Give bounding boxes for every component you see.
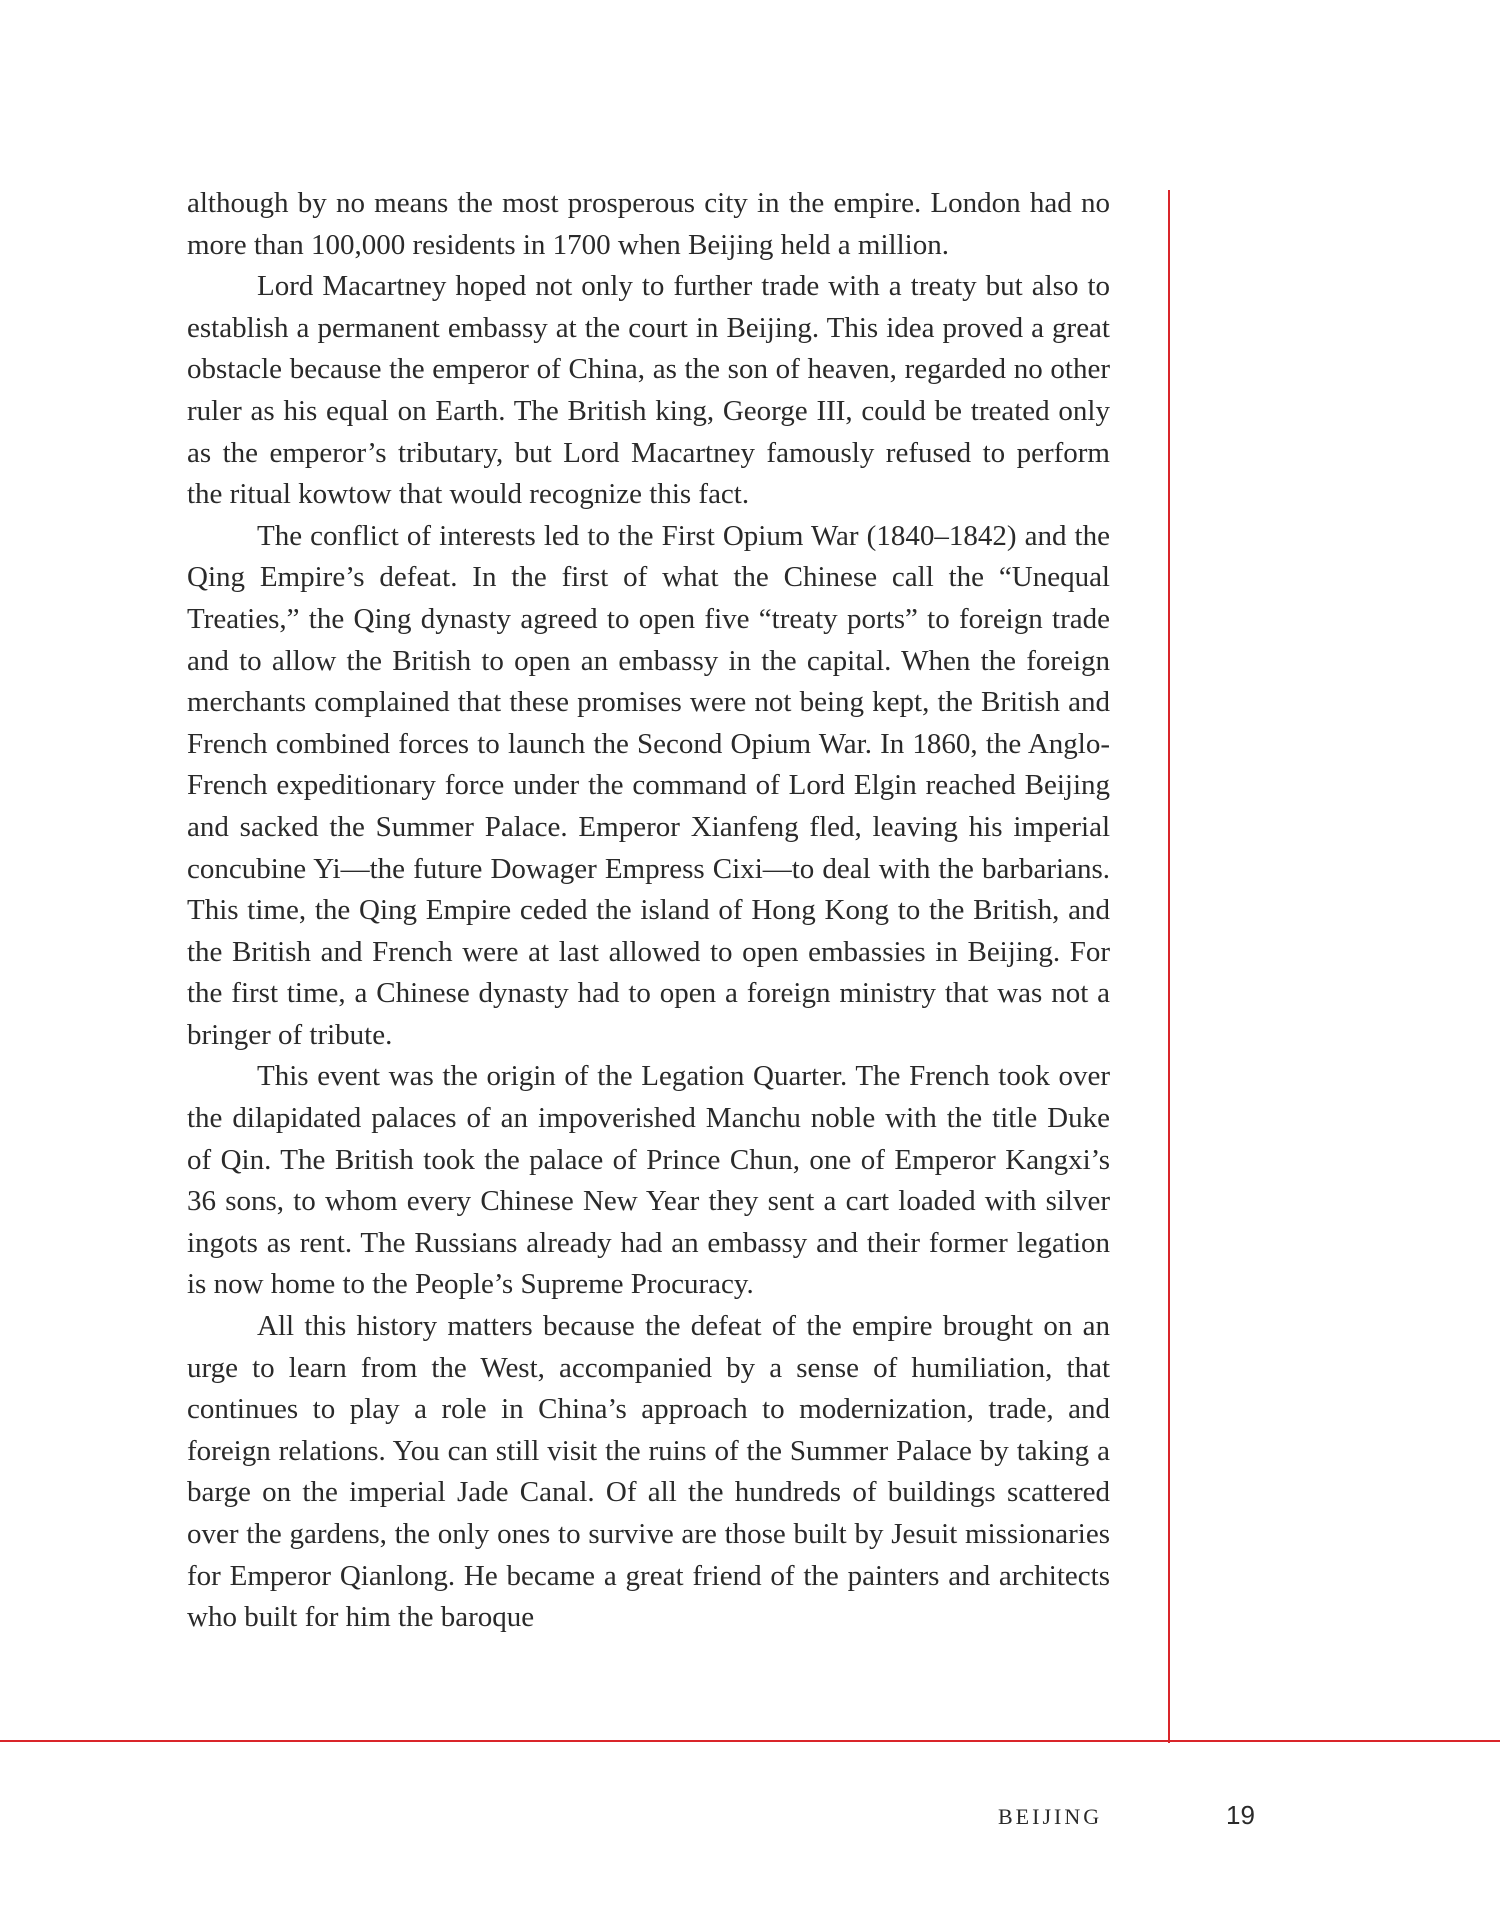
running-head: BEIJING	[998, 1804, 1103, 1829]
paragraph-4: This event was the origin of the Legation Quarter. The French took over the dilapidated palaces of an impoverished Manchu noble with the title Duke of Qin. The British took the palace of Prince Chun, one of Emperor Kangxi’s 36 sons, to whom every Chinese New Year they sent a cart loaded with silver ingots as rent. The Russians already had an embassy and their former legation is now home to the People’s Supreme Procuracy.	[187, 1060, 1110, 1301]
paragraph-1: although by no means the most prosperous city in the empire. London had no more than 100,000 residents in 1700 when Beijing held a million.	[187, 187, 1110, 261]
margin-rule-vertical	[1168, 190, 1170, 1743]
paragraph-5: All this history matters because the defeat of the empire brought on an urge to learn from the West, accompanied by a sense of humiliation, that continues to play a role in China’s approach to modernization, trade, and foreign relations. You can still visit the ruins of the Summer Palace by taking a barge on the imperial Jade Canal. Of all the hundreds of buildings scattered over the gardens, the only ones to survive are those built by Jesuit missionaries for Emperor Qianlong. He became a great friend of the painters and architects who built for him the baroque	[187, 1310, 1110, 1634]
page-number: 19	[1226, 1800, 1255, 1830]
body-text	[187, 183, 1110, 1639]
paragraph-2: Lord Macartney hoped not only to further trade with a treaty but also to establish a permanent embassy at the court in Beijing. This idea proved a great obstacle because the emperor of China, as the son of heaven, regarded no other ruler as his equal on Earth. The British king, George III, could be treated only as the emperor’s tributary, but Lord Macartney famously refused to perform the ritual kowtow that would recognize this fact.	[187, 270, 1110, 511]
paragraph-3: The conflict of interests led to the First Opium War (1840–1842) and the Qing Empire’s defeat. In the first of what the Chinese call the “Unequal Treaties,” the Qing dynasty agreed to open five “treaty ports” to foreign trade and to allow the British to open an embassy in the capital. When the foreign merchants complained that these promises were not being kept, the British and French combined forces to launch the Second Opium War. In 1860, the Anglo-French expeditionary force under the command of Lord Elgin reached Beijing and sacked the Summer Palace. Emperor Xianfeng fled, leaving his imperial concubine Yi—the future Dowager Empress Cixi—to deal with the barbarians. This time, the Qing Empire ceded the island of Hong Kong to the British, and the British and French were at last allowed to open embassies in Beijing. For the first time, a Chinese dynasty had to open a foreign ministry that was not a bringer of tribute.	[187, 519, 1110, 1051]
margin-rule-horizontal	[0, 1740, 1500, 1742]
